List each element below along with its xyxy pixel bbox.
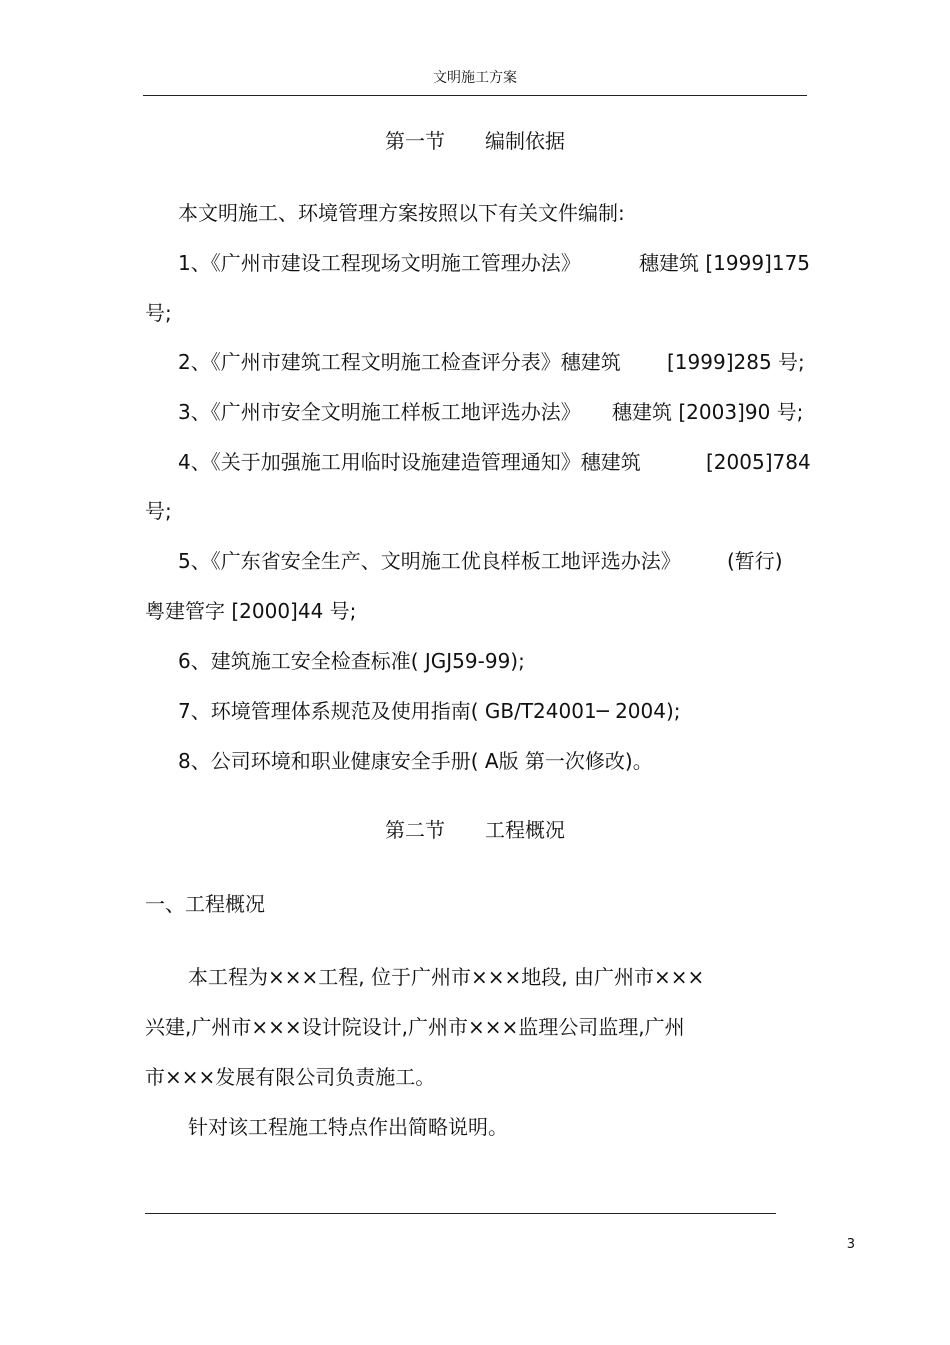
reference-item-2: 2、《广州市建筑工程文明施工检查评分表》穗建筑	[178, 350, 621, 374]
section-2-number: 第二节	[385, 818, 445, 842]
reference-item-3-code: 穗建筑 [2003]90 号;	[612, 400, 804, 424]
reference-item-2-code: [1999]285 号;	[667, 350, 805, 374]
reference-item-4-cont: 号;	[145, 499, 172, 523]
reference-item-1-cont: 号;	[145, 301, 172, 325]
intro-paragraph: 本文明施工、环境管理方案按照以下有关文件编制:	[178, 201, 625, 225]
section-1-title: 编制依据	[485, 129, 565, 153]
reference-item-5-note: (暂行)	[727, 549, 783, 573]
reference-item-7: 7、环境管理体系规范及使用指南( GB/T24001─ 2004);	[178, 699, 681, 723]
subsection-heading: 一、工程概况	[145, 892, 265, 916]
page-number: 3	[846, 1237, 855, 1252]
reference-item-4-code: [2005]784	[706, 450, 811, 474]
document-header-title: 文明施工方案	[433, 70, 517, 86]
overview-line-3: 市×××发展有限公司负责施工。	[145, 1065, 436, 1089]
reference-item-5-cont: 粤建管字 [2000]44 号;	[145, 599, 357, 623]
section-1-number: 第一节	[385, 129, 445, 153]
overview-line-1: 本工程为×××工程, 位于广州市×××地段, 由广州市×××	[188, 965, 705, 989]
reference-item-3: 3、《广州市安全文明施工样板工地评选办法》	[178, 400, 581, 424]
section-1-heading	[0, 127, 950, 155]
overview-line-2: 兴建,广州市×××设计院设计,广州市×××监理公司监理,广州	[145, 1015, 685, 1039]
reference-item-1: 1、《广州市建设工程现场文明施工管理办法》	[178, 251, 581, 275]
reference-item-4: 4、《关于加强施工用临时设施建造管理通知》穗建筑	[178, 450, 641, 474]
header-divider	[143, 95, 807, 96]
section-2-heading	[0, 816, 950, 844]
reference-item-8: 8、公司环境和职业健康安全手册( A版 第一次修改)。	[178, 749, 653, 773]
footer-divider	[145, 1213, 776, 1214]
overview-line-4: 针对该工程施工特点作出简略说明。	[188, 1115, 508, 1139]
reference-item-6: 6、建筑施工安全检查标准( JGJ59-99);	[178, 649, 525, 673]
reference-item-1-code: 穗建筑 [1999]175	[639, 251, 811, 275]
section-2-title: 工程概况	[485, 818, 565, 842]
reference-item-5: 5、《广东省安全生产、文明施工优良样板工地评选办法》	[178, 549, 681, 573]
